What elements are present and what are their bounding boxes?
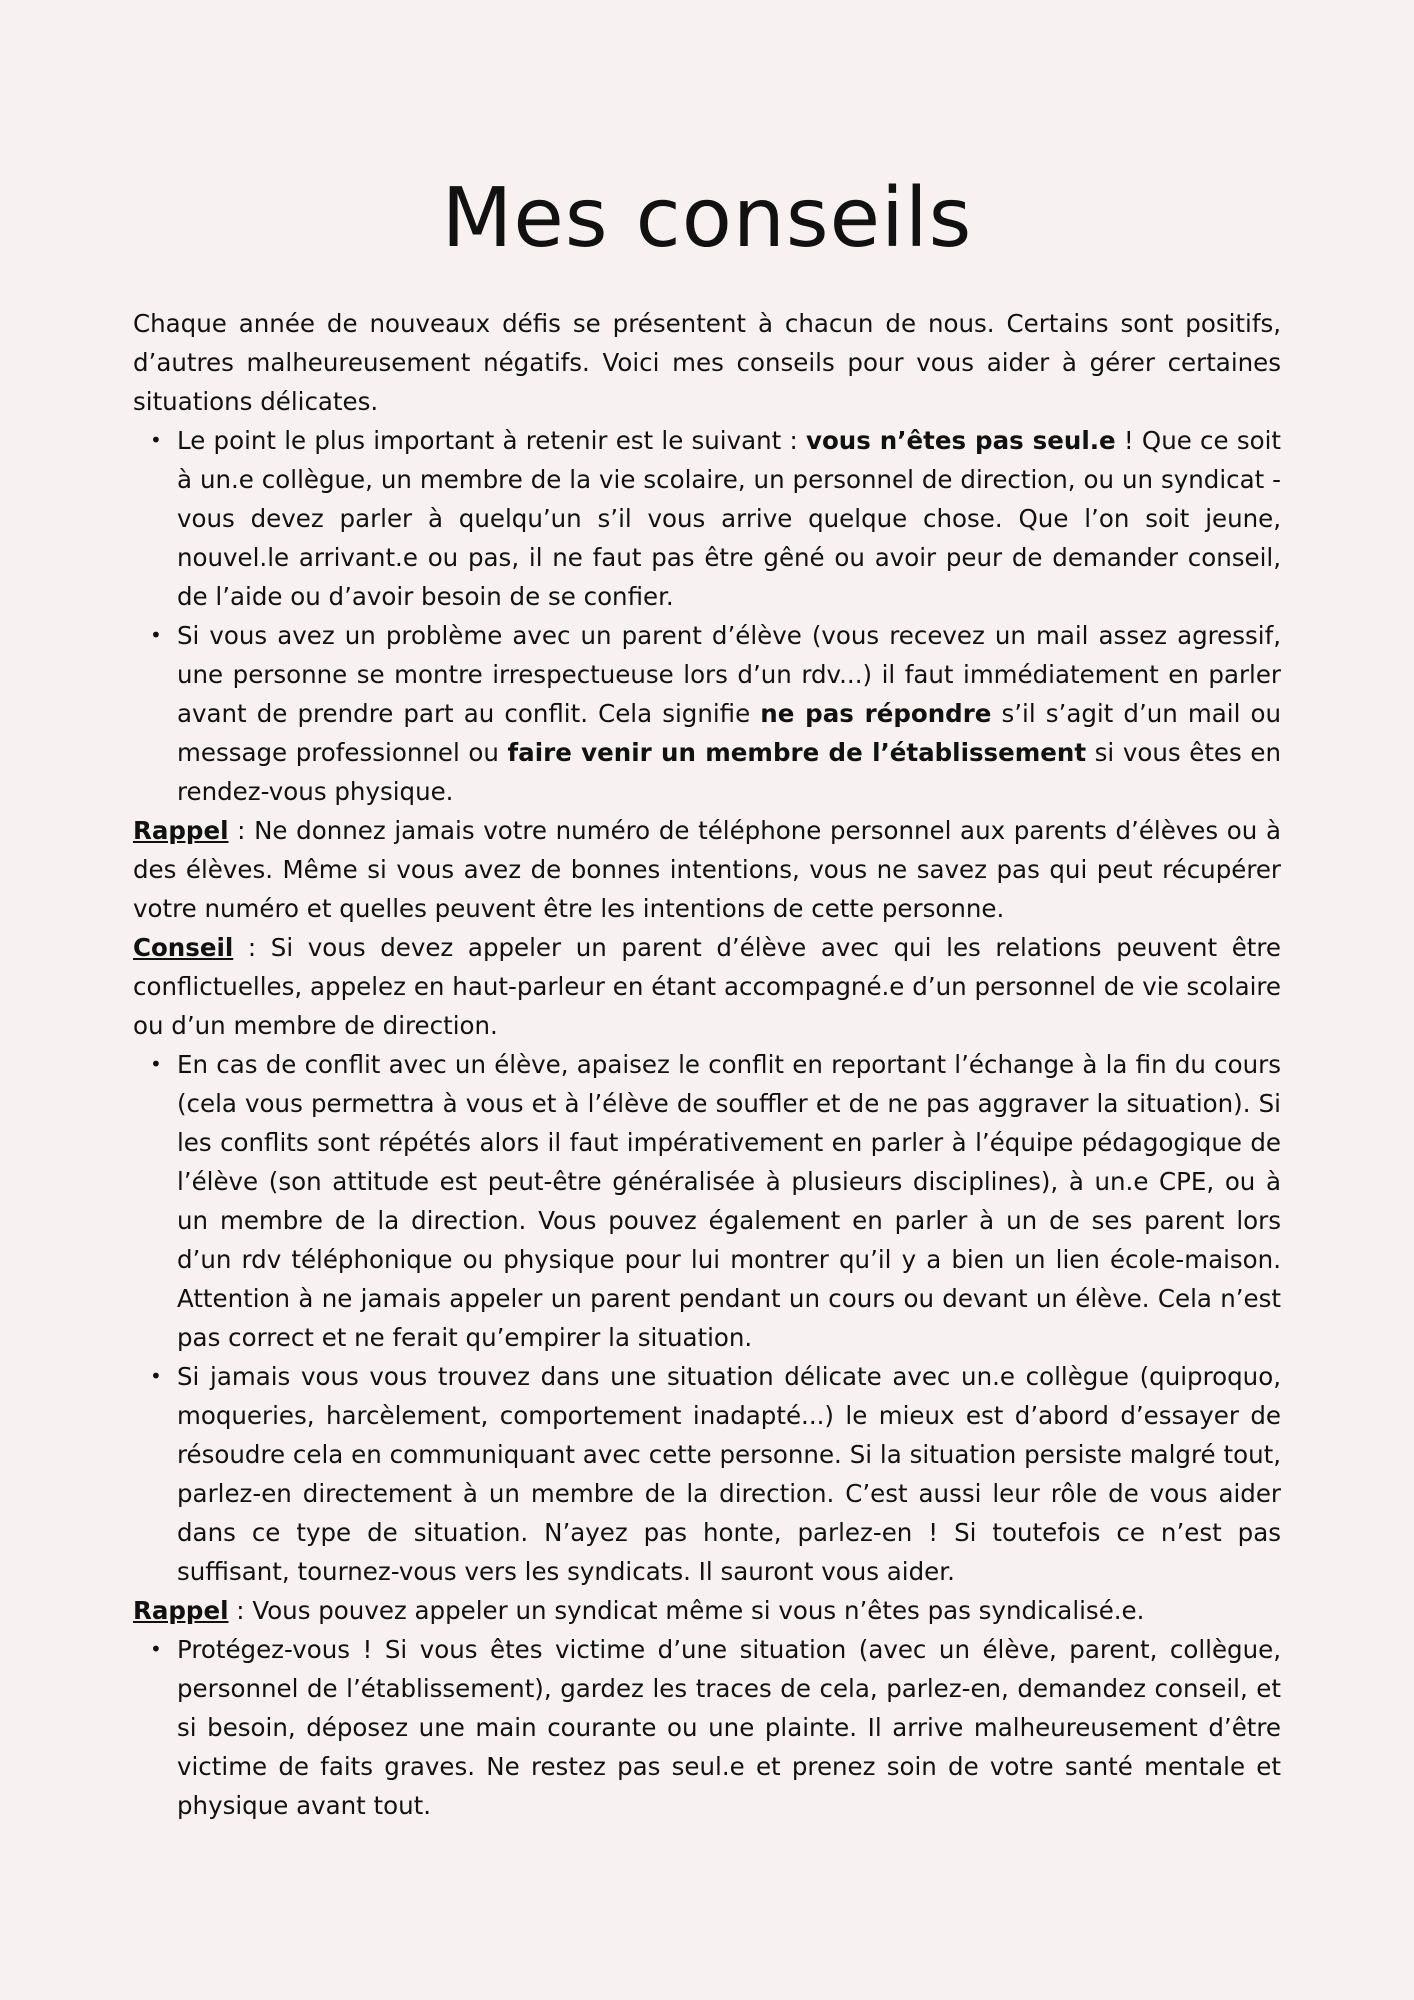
advice-list-3 [133,1630,1281,1825]
conseil-text: : Si vous devez appeler un parent d’élève avec qui les relations peuvent être conflictuelles, appelez en haut-parleur en étant accompagné.e d’un personnel de vie scolaire ou d’un membre de direction. [133,933,1281,1040]
item-text: Le point le plus important à retenir est le suivant : [177,426,806,455]
item-text: si vous êtes en rendez-vous physique. [177,738,1281,806]
bullet-icon: • [150,1052,162,1076]
item-text: Si vous avez un problème avec un parent d’élève (vous recevez un mail assez agressif, une personne se montre irrespectueuse lors d’un rdv...) il faut immédiatement en parler avant de prendre part au conflit. Cela signifie [177,621,1281,728]
bullet-icon: • [150,1364,162,1388]
advice-list-2 [133,1045,1281,1591]
bullet-icon: • [150,623,162,647]
advice-list-1 [133,421,1281,811]
rappel-paragraph [133,1591,1281,1630]
rappel-label: Rappel [133,1596,229,1625]
item-text: ! Que ce soit à un.e collègue, un membre de la vie scolaire, un personnel de direction, ou un syndicat - vous devez parler à quelqu’un s’il vous arrive quelque chose. Que l’on soit jeune, nouvel.le arrivant.e ou pas, il ne faut pas être gêné ou avoir peur de demander conseil, de l’aide ou d’avoir besoin de se confier. [177,426,1282,611]
list-item [150,1630,1281,1825]
bullet-icon: • [150,428,162,452]
item-emphasis: vous n’êtes pas seul.e [805,426,1116,455]
item-text: En cas de conflit avec un élève, apaisez le conflit en reportant l’échange à la fin du cours (cela vous permettra à vous et à l’élève de souffler et de ne pas aggraver la situation). Si les conflits sont répétés alors il faut impérativement en parler à l’équipe pédagogique de l’élève (son attitude est peut-être généralisée à plusieurs disciplines), à un.e CPE, ou à un membre de la direction. Vous pouvez également en parler à un de ses parent lors d’un rdv téléphonique ou physique pour lui montrer qu’il y a bien un lien école-maison. Attention à ne jamais appeler un parent pendant un cours ou devant un élève. Cela n’est pas correct et ne ferait qu’empirer la situation. [177,1050,1281,1352]
list-item [150,1357,1281,1591]
document-page [133,150,1281,1825]
bullet-icon: • [150,1637,162,1661]
list-item [150,421,1282,616]
intro-paragraph: Chaque année de nouveaux défis se présentent à chacun de nous. Certains sont positifs, d’autres malheureusement négatifs. Voici mes conseils pour vous aider à gérer certaines situations délicates. [133,309,1281,416]
rappel-text: : Ne donnez jamais votre numéro de téléphone personnel aux parents d’élèves ou à des élèves. Même si vous avez de bonnes intentions, vous ne savez pas qui peut récupérer votre numéro et quelles peuvent être les intentions de cette personne. [133,816,1281,923]
item-emphasis: ne pas répondre [760,699,992,728]
item-text: Protégez-vous ! Si vous êtes victime d’une situation (avec un élève, parent, collègue, personnel de l’établissement), gardez les traces de cela, parlez-en, demandez conseil, et si besoin, déposez une main courante ou une plainte. Il arrive malheureusement d’être victime de faits graves. Ne restez pas seul.e et prenez soin de votre santé mentale et physique avant tout. [177,1635,1281,1820]
item-emphasis: faire venir un membre de l’établissement [507,738,1087,767]
conseil-label: Conseil [133,933,234,962]
rappel-label: Rappel [133,816,229,845]
conseil-paragraph [133,928,1281,1045]
rappel-text: : Vous pouvez appeler un syndicat même si vous n’êtes pas syndicalisé.e. [228,1596,1145,1625]
page-title: Mes conseils [441,171,973,266]
list-item [150,1045,1281,1357]
rappel-paragraph [133,811,1281,928]
list-item [150,616,1281,811]
item-text: Si jamais vous vous trouvez dans une situation délicate avec un.e collègue (quiproquo, moqueries, harcèlement, comportement inadapté...) le mieux est d’abord d’essayer de résoudre cela en communiquant avec cette personne. Si la situation persiste malgré tout, parlez-en directement à un membre de la direction. C’est aussi leur rôle de vous aider dans ce type de situation. N’ayez pas honte, parlez-en ! Si toutefois ce n’est pas suffisant, tournez-vous vers les syndicats. Il sauront vous aider. [177,1362,1281,1586]
item-text: s’il s’agit d’un mail ou message professionnel ou [177,699,1281,767]
